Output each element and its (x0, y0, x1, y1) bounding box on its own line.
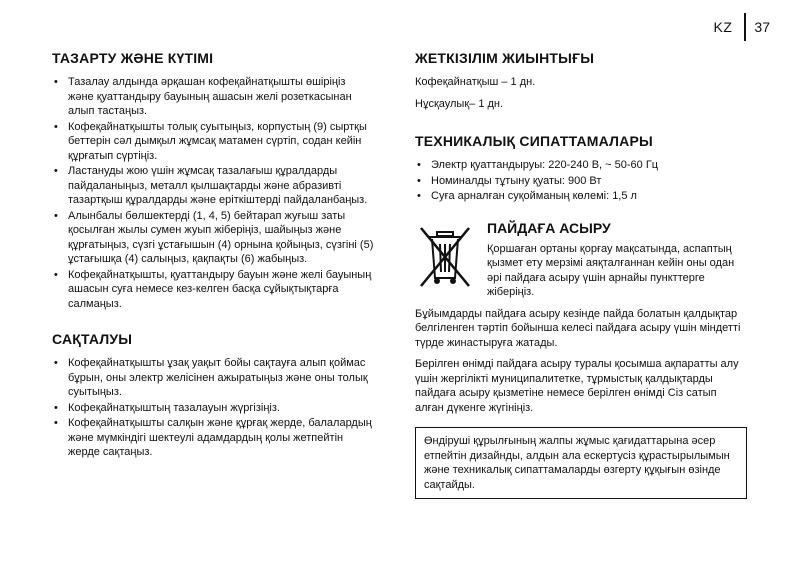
cleaning-section (52, 50, 374, 311)
header-divider (744, 13, 746, 41)
list-item: • Ластануды жою үшін жұмсақ тазалағыш құралдарды пайдаланыңыз, металл қылшақтарды және абразивті тазартқыш құралдарды және еріткіштерді пайдаланбаңыз. (52, 164, 374, 208)
crossed-bin-icon (415, 222, 475, 292)
package-line-1: Кофеқайнатқыш – 1 дн. (415, 76, 536, 88)
package-section (415, 50, 747, 111)
language-code: KZ (713, 19, 733, 35)
recycling-section (415, 220, 747, 416)
package-title: ЖЕТКІЗІЛІМ ЖИЫНТЫҒЫ (415, 50, 595, 66)
recycling-intro: Қоршаған ортаны қорғау мақсатында, аспаптың қызмет ету мерзімі аяқталғаннан кейін оны одан әрі пайдаға асыру үшін арнайы пункттерге жіберіңіз. (487, 242, 735, 298)
recycling-paragraph-1: Бұйымдарды пайдаға асыру кезінде пайда болатын қалдықтар белгіленген тәртіп бойынша келесі пайдаға асыру үшін міндетті түрде жинастыруға жатады. (415, 307, 741, 349)
list-item: • Тазалау алдында әрқашан кофеқайнатқышты өшіріңіз және қуаттандыру бауының ашасын желі розеткасынан алып тастаңыз. (52, 75, 374, 119)
recycling-title: ПАЙДАҒА АСЫРУ (487, 219, 611, 236)
list-item: • Кофеқайнатқышты ұзақ уақыт бойы сақтауға алып қоймас бұрын, оны электр желісінен ажыратыңыз және оны толық суытыңыз. (52, 356, 374, 400)
right-column (415, 50, 747, 499)
page-number: 37 (754, 19, 770, 35)
storage-list (52, 356, 374, 460)
storage-section (52, 331, 374, 460)
cleaning-list (52, 75, 374, 311)
storage-title: САҚТАЛУЫ (52, 331, 133, 347)
tech-title: ТЕХНИКАЛЫҚ СИПАТТАМАЛАРЫ (415, 133, 653, 149)
page-header (714, 14, 770, 40)
list-item: • Кофеқайнатқышты толық суытыңыз, корпустың (9) сыртқы беттерін сәл дымқыл жұмсақ матамен сүртіп, содан кейін құрғатып сүртіңіз. (52, 120, 374, 164)
tech-section (415, 133, 747, 204)
list-item: • Кофеқайнатқыштың тазалауын жүргізіңіз. (52, 401, 374, 416)
list-item: • Суға арналған суқойманың көлемі: 1,5 л (415, 189, 747, 204)
list-item: • Кофеқайнатқышты, қуаттандыру бауын және желі бауының ашасын суға немесе кез-келген басқа сұйықтықтарға салмаңыз. (52, 268, 374, 312)
list-item: • Алынбалы бөлшектерді (1, 4, 5) бейтарап жуғыш заты қосылған жылы сумен жуып жіберіңіз, шайыңыз және құрғатыңыз, сүзгі ұстағышын (4) орнына қойыңыз, сүзгіні (5) ұстағышқа (4) салыңыз, қақпақты (6) жабыңыз. (52, 209, 374, 267)
recycling-paragraph-2: Берілген өнімді пайдаға асыру туралы қосымша ақпаратты алу үшін жергілікті муниципалитетке, тұрмыстық қалдықтарды пайдаға асыру қызметіне немесе берілген өнімді Сіз сатып алған дүкенге жүгініңіз. (415, 358, 739, 414)
list-item: • Номиналды тұтыну қуаты: 900 Вт (415, 174, 747, 189)
cleaning-title: ТАЗАРТУ ЖӘНЕ КҮТІМІ (52, 50, 214, 66)
tech-list (415, 158, 747, 204)
manufacturer-notice: Өндіруші құрылғының жалпы жұмыс қағидаттарына әсер етпейтін дизайнды, алдын ала ескертусіз құрастырылымын және техникалық сипаттамаларды өзгерту құқығын өзінде сақтайды. (415, 427, 747, 499)
list-item: • Кофеқайнатқышты салқын және құрғақ жерде, балалардың және мүмкіндігі шектеулі адамдардың қолы жетпейтін жерде сақтаңыз. (52, 416, 374, 460)
package-line-2: Нұсқаулық– 1 дн. (415, 97, 504, 110)
list-item: • Электр қуаттандыруы: 220-240 В, ~ 50-60 Гц (415, 158, 747, 173)
left-column (52, 50, 374, 461)
